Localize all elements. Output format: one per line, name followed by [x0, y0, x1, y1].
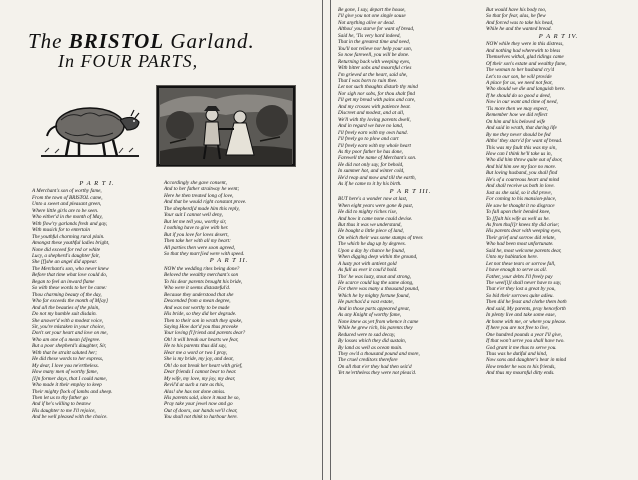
verse-line: To fall upon their bended knee,: [486, 209, 551, 216]
verse-line: So with these words to her he came:: [32, 285, 107, 292]
verse-line: He did not only say, for behold,: [338, 161, 404, 168]
verse-line: Upon a day by chance he found,: [338, 247, 405, 254]
verse-line: One hundred pounds a year I'll give,: [486, 331, 562, 338]
verse-line: So that they marr[ied were with speed.: [164, 250, 245, 257]
verse-line: They ow'd a thousand pound and more,: [338, 351, 420, 358]
verse-line: Their mighty flock of lambs and sheep.: [32, 388, 113, 395]
verse-line: But loving husband, you shall find: [486, 170, 558, 177]
verse-line: Reduced were to sad decay,: [338, 331, 396, 338]
verse-line: In plenty live and take some ease,: [486, 312, 556, 319]
verse-line: And all the beauties of the plain,: [32, 304, 100, 311]
verse-line: And in those parts appeared great,: [338, 305, 410, 312]
verse-line: By me they never should be fed: [486, 131, 551, 138]
verse-line: Alas! she has not done amiss.: [164, 388, 226, 395]
verse-line: That e'er they lost a great by you,: [486, 286, 556, 293]
verse-line: Here he then treated long of love,: [164, 192, 234, 199]
verse-line: I'll give you not one single souse: [338, 13, 406, 20]
verse-line: If here you are not free to live,: [486, 325, 549, 332]
verse-line: By land as well as ocean main.: [338, 344, 403, 351]
verse-line: Who either'd in the month of May,: [32, 214, 103, 221]
verse-line: But thus it was we understand,: [338, 221, 402, 228]
verse-line: Who far exceeds the month of M[ay]: [32, 298, 109, 305]
verse-line: Who should we die and languish here.: [486, 86, 566, 93]
verse-line: Unto a sweet and pleasant green,: [32, 201, 102, 208]
title-bold: BRISTOL: [68, 29, 165, 53]
verse-line: Because they understood that she: [164, 291, 234, 298]
verse-line: He did these words to her express,: [32, 356, 104, 363]
column-divider: [330, 0, 331, 480]
verse-line: I'm grieved at the heart, said she,: [338, 71, 408, 78]
verse-line: When eight years were gone & past,: [338, 202, 414, 209]
verse-line: Then take her with all my heart:: [164, 238, 231, 245]
rural-couple-woodcut-icon: [156, 85, 296, 167]
verse-line: A lusty pot with antient gold: [338, 260, 397, 267]
verse-line: I nothing have to give with her.: [164, 225, 229, 232]
verse-line: And to her father straitway he went;: [164, 186, 240, 193]
verse-line: His bride, so they did her degrade.: [164, 311, 237, 318]
verse-line: My dear, I love you ne'ertheless.: [32, 362, 99, 369]
column-three: [338, 7, 483, 377]
verse-line: None did exceed for red or white: [32, 246, 101, 253]
verse-line: That I was born to ruin thee.: [338, 77, 398, 84]
verse-line: Dear friends I cannot bear to hear.: [164, 369, 237, 376]
verse-line: BUT here's a wonder now at last,: [338, 196, 408, 203]
verse-line: But would have his body too,: [486, 7, 547, 13]
verse-line: Discreet and modest, and at all,: [338, 110, 405, 117]
verse-line: Out of doors, our hands we'll clear,: [164, 407, 238, 414]
verse-line: But if you love for loves desert,: [164, 231, 229, 238]
verse-line: Then did he feast and clothe them both: [486, 299, 567, 306]
verse-line: God grant it me thus to serve you.: [486, 344, 557, 351]
verse-line: He's of a courteous heart and mind: [486, 176, 560, 183]
verse-line: Their grief and sorrow did relate,: [486, 234, 556, 241]
verse-line: The cruel creditors therefore: [338, 357, 398, 364]
verse-line: Your loving fi'[riend and parents dear?: [164, 330, 246, 337]
verse-line: His daughter to me I'll rejoice,: [32, 407, 96, 414]
verse-line: How can I think he'll take us in,: [486, 150, 552, 157]
part-one-heading: P A R T I.: [79, 180, 115, 187]
verse-line: NOW the wedding rites being done?: [164, 265, 240, 272]
verse-line: Father, your debts I'll freely pay: [486, 273, 553, 280]
verse-line: Oh! it will break our hearts we fear,: [164, 336, 239, 343]
verse-line: To his dear parents brought his bride,: [164, 278, 243, 285]
verse-line: With that he straitt saluted her;: [32, 349, 97, 356]
verse-line: With musick for to entertain: [32, 227, 90, 234]
verse-line: For coming to his mansion-place,: [486, 196, 557, 203]
verse-line: Altho' they starv'd for want of bread.: [486, 138, 563, 145]
verse-line: By losses which they did sustain,: [338, 338, 407, 345]
verse-line: His parents dear with weeping eyes,: [486, 228, 562, 235]
verse-line: And be well pleased with the choice.: [32, 414, 108, 421]
verse-line: And said, My parents, pray henceforth: [486, 305, 566, 312]
verse-line: He saw he thought it no disgrace: [486, 202, 555, 209]
verse-line: Who am one of a mean [d]egree.: [32, 336, 101, 343]
verse-line: Who were it seems distasteful'd.: [164, 285, 231, 292]
verse-line: The Merchant's son, who never knew: [32, 265, 109, 272]
page-subtitle: In FOUR PARTS,: [58, 51, 199, 71]
verse-line: Who did him throw quite out of door,: [486, 157, 563, 164]
verse-line: Descended from a mean degree,: [164, 298, 231, 305]
verse-line: None knew as yet from whence it came: [338, 318, 419, 325]
verse-line: My wife, my love, my joy, my dear,: [164, 375, 236, 382]
part-four-heading: P A R T IV.: [538, 32, 579, 40]
column-one: [32, 180, 162, 421]
verse-line: He bought a little piece of land,: [338, 228, 404, 235]
verse-line: I'll freely go to plow and cart: [338, 136, 399, 143]
column-four: [486, 7, 631, 377]
verse-line: But let me tell you, worthy sir,: [164, 218, 227, 225]
verse-line: A Merchant's son of worthy fame,: [32, 188, 102, 195]
verse-line: He'd reap and mow and till the earth,: [338, 174, 416, 181]
verse-line: How tender he was to his friends,: [486, 363, 556, 370]
verse-line: Accordingly she gave consent,: [164, 180, 227, 186]
verse-line: Pray take your jewel now and go: [164, 401, 233, 408]
sheep-woodcut-icon: [35, 90, 145, 162]
verse-line: Saying How dar'd you thus provoke: [164, 323, 238, 330]
verse-line: Said he, 'Tis very hard indeed,: [338, 32, 401, 39]
verse-line: Amongst these youthful ladies bright,: [32, 240, 110, 247]
verse-line: He purchas'd a vast estate,: [338, 299, 394, 306]
verse-line: NOW while they were in this distress,: [486, 41, 564, 48]
verse-line: And bid him see my face no more.: [486, 163, 557, 170]
verse-line: 'Tis more then we may expect,: [486, 105, 548, 112]
verse-line: Themselves withal, glad tidings came: [486, 54, 564, 61]
verse-line: I have enough to serve us all.: [486, 267, 547, 274]
verse-line: Tho' he was lusty, stout and strong,: [338, 273, 411, 280]
verse-line: All parties then were soon agreed,: [164, 244, 236, 251]
page-title: [28, 30, 328, 52]
verse-line: Lucy, a shepherd's daughter fair,: [32, 252, 100, 259]
verse-line: So that for fear, alas, he flew: [486, 13, 546, 20]
verse-line: And shall receive us both in love.: [486, 183, 555, 190]
verse-line: At home with me, or where you please.: [486, 318, 567, 325]
verse-line: On all that e'er they had then seiz'd: [338, 363, 412, 370]
verse-line: Which he by mighty fortune found,: [338, 292, 410, 299]
verse-line: In summer hot, and winter cold,: [338, 168, 405, 175]
verse-line: As from thu[l]r knees thy did arise;: [486, 221, 560, 228]
verse-line: Nor sigh nor sobs, for thou shalt find: [338, 90, 415, 97]
verse-line: Thus was he dutiful and kind,: [486, 351, 548, 358]
verse-line: Beloved the wealthy merchant's son: [164, 272, 239, 279]
verse-line: The shepherd[d made him this reply,: [164, 205, 240, 212]
verse-line: She answer'd with a modest voice,: [32, 317, 104, 324]
verse-line: On which their was some stumps of trees: [338, 234, 423, 241]
verse-line: Be gone, I say, depart the house,: [338, 7, 406, 13]
verse-line: Then to their son in wrath they spoke,: [164, 317, 243, 324]
verse-line: Yet ne'ertheless they were not pleas'd.: [338, 370, 417, 377]
verse-line: While he grew rich, his parents they: [338, 325, 413, 332]
verse-line: On him and his beloved wife: [486, 118, 546, 125]
verse-line: Of their son's estate and wealthy fame,: [486, 60, 567, 67]
verse-line: And was not worthy to be made: [164, 304, 230, 311]
title-prefix: The: [28, 29, 69, 53]
part-three-heading: P A R T III.: [389, 187, 432, 195]
verse-line: How many men of worthy fame,: [32, 369, 98, 376]
verse-line: He scarce could lug the same along,: [338, 280, 414, 287]
verse-line: And how it came none could devise.: [338, 215, 413, 222]
verse-line: And in regard we have no land,: [338, 123, 404, 130]
verse-line: [I]n former days, that I could name,: [32, 375, 107, 382]
verse-line: Returning back with weeping eyes,: [338, 58, 411, 65]
verse-line: The which he dug up by degrees.: [338, 241, 406, 248]
verse-line: As if he came to it by his birth.: [338, 181, 402, 188]
verse-line: Do not my humble suit disdain.: [32, 311, 97, 318]
verse-line: Thou charming beauty of the day,: [32, 291, 102, 298]
verse-line: Now sons and daughter's bear in mind: [486, 357, 567, 364]
verse-line: Said he, most welcome parents dear,: [486, 247, 562, 254]
verse-line: With bitter sobs and mournful cries: [338, 65, 412, 72]
verse-line: I'll freely earn with my whole heart: [338, 142, 411, 149]
verse-line: And forced was to take his head,: [486, 19, 554, 26]
verse-line: Althou' you starve for want of bread,: [338, 26, 415, 33]
verse-line: The weel[l]l shall never have to say,: [486, 280, 562, 287]
verse-line: Your suit I cannot well deny,: [164, 212, 223, 219]
verse-line: From the town of BRISTOL came,: [32, 194, 103, 201]
verse-line: Let not such thoughts disturb thy mind: [338, 84, 418, 91]
verse-line: A place for us, we need not fear,: [486, 79, 553, 86]
verse-line: Then let us to thy father go: [32, 394, 88, 401]
verse-line: If he should do so good a deed,: [486, 92, 551, 99]
verse-line: She [f]she an angel did appear.: [32, 259, 98, 266]
verse-line: That in the greatest time and need,: [338, 39, 410, 46]
verse-line: And that he would right constant prove.: [164, 199, 247, 206]
verse-line: For there was many a thousand pound,: [338, 286, 420, 293]
verse-line: Unto my habitation here.: [486, 254, 538, 261]
verse-line: Before that time what love could do,: [32, 272, 108, 279]
verse-line: And said in wrath, that during life: [486, 125, 557, 132]
verse-line: And if he's willing to bestow: [32, 401, 91, 408]
verse-line: Hear me a word or two I pray,: [164, 349, 228, 356]
verse-line: And thus my mournful ditty ends.: [486, 370, 555, 377]
verse-line: Began to feel an inward flame: [32, 278, 95, 285]
verse-line: As full as ever it coul'd hold.: [338, 267, 398, 274]
verse-line: So bid their sorrows quite adieu.: [486, 292, 554, 299]
verse-line: He did to mighty riches rise,: [338, 209, 398, 216]
verse-line: So now farewell, you will be done.: [338, 52, 410, 59]
column-two: [164, 180, 294, 421]
verse-line: While he and the wanted bread.: [486, 26, 552, 33]
verse-line: When digging deep within the ground,: [338, 254, 418, 261]
verse-line: I'll freely earn with my own hand.: [338, 129, 408, 136]
verse-line: Just as she said, so it did prove,: [486, 189, 552, 196]
verse-line: But a poor shepherd's daughter, Sir,: [32, 343, 107, 350]
verse-line: The youthful charming rural plain.: [32, 233, 105, 240]
part-two-heading: P A R T II.: [209, 257, 249, 265]
verse-line: Let's to our son, he will provide: [486, 73, 552, 80]
verse-line: If that won't serve you shall have two.: [486, 338, 565, 345]
verse-line: As thy poor father he has done,: [338, 148, 403, 155]
verse-line: Not anything alive or dead.: [338, 19, 395, 26]
column-divider: [322, 0, 323, 480]
verse-line: Farewell the name of Merchant's son.: [338, 155, 417, 162]
title-suffix: Garland.: [164, 29, 255, 53]
verse-line: We'll with thy loving parents dwell,: [338, 116, 411, 123]
verse-line: Who had been most unfortunate.: [486, 241, 554, 248]
verse-line: His parents said, since it must be so,: [164, 394, 240, 401]
verse-line: And my crosses with patience bear.: [338, 103, 411, 110]
verse-line: Oh! do not break her heart with grief,: [164, 362, 243, 369]
verse-line: With flow'ry garlands fresh and gay,: [32, 220, 108, 227]
verse-line: You'll not relieve nor help your son,: [338, 45, 413, 52]
verse-line: Revil'd at such a rate as this,: [164, 382, 225, 389]
verse-line: He to his parents thus did say,: [164, 343, 227, 350]
verse-line: You shall not think to harbour here.: [164, 414, 238, 421]
verse-line: I'll get my bread with pains and care,: [338, 97, 416, 104]
verse-line: Let not these tears or sorrow fall,: [486, 260, 556, 267]
verse-line: This was my fault this was my sin,: [486, 144, 557, 151]
verse-line: As any Knight of worthy fame,: [338, 312, 402, 319]
verse-line: Remember how we did reflect: [486, 112, 548, 119]
verse-line: Where little girls are to be seen.: [32, 207, 99, 214]
verse-line: And nothing had wherewith to bless: [486, 47, 561, 54]
verse-line: Sir, you're mistaken in your choice,: [32, 323, 105, 330]
verse-line: To [f]alt his wife as well as he.: [486, 215, 550, 222]
verse-line: She is my bride, my joy, and dear,: [164, 356, 234, 363]
verse-line: Now in our want and time of need,: [486, 99, 558, 106]
verse-line: Who made it their employ to keep: [32, 382, 102, 389]
verse-line: Don't set your heart and love on me,: [32, 330, 108, 337]
verse-line: The woman to her husband cry'd: [486, 67, 555, 74]
